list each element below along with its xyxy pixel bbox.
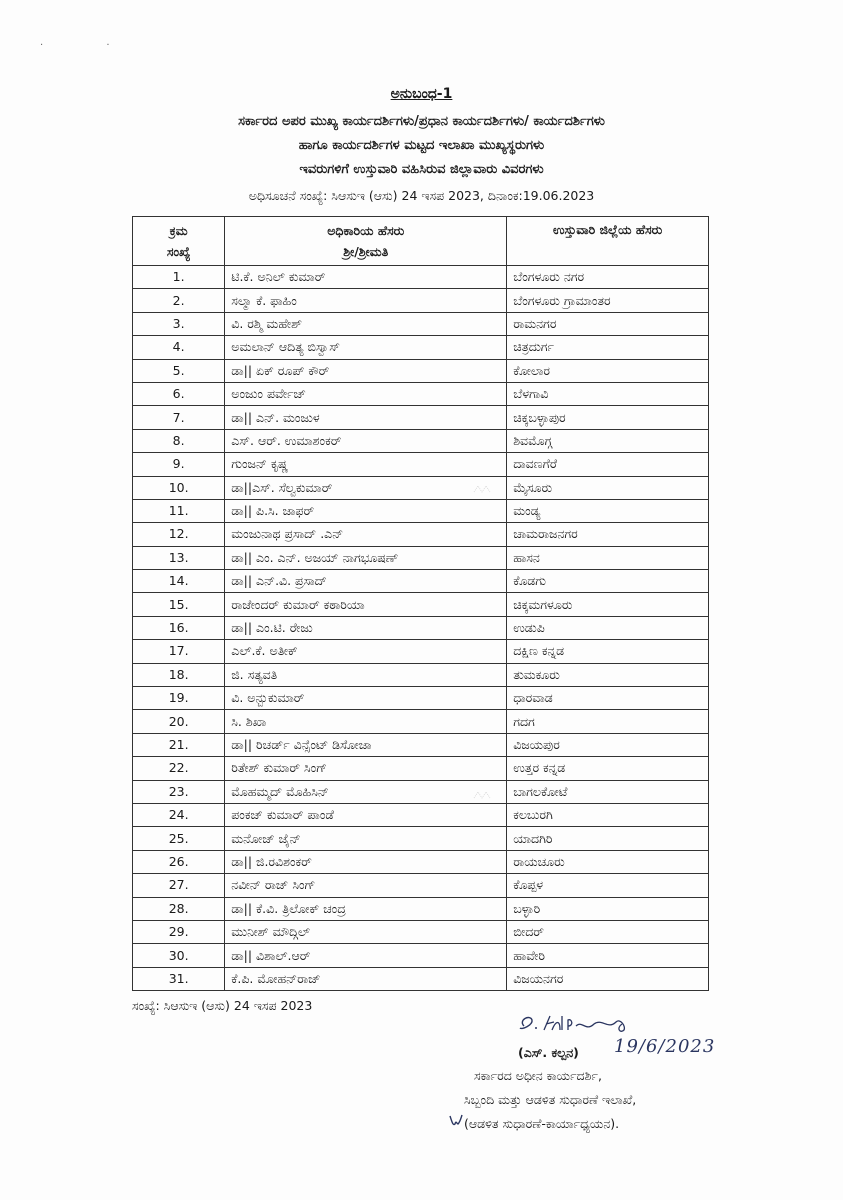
table-row [133, 710, 709, 733]
table-row [133, 593, 709, 616]
row-district-name: ದಾವಣಗೆರೆ [507, 453, 709, 476]
row-district-name: ಕೋಲಾರ [507, 359, 709, 382]
table-row [133, 382, 709, 405]
row-district-name: ಬಾಗಲಕೋಟೆ [507, 780, 709, 803]
handwritten-tick-mark [448, 1112, 464, 1128]
row-serial-number: 23. [133, 780, 225, 803]
table-row [133, 523, 709, 546]
designation-line-2: ಸಿಬ್ಬಂದಿ ಮತ್ತು ಆಡಳಿತ ಸುಧಾರಣೆ ಇಲಾಖೆ, [464, 1092, 637, 1107]
row-district-name: ಬೆಂಗಳೂರು ನಗರ [507, 266, 709, 289]
row-serial-number: 1. [133, 266, 225, 289]
row-serial-number: 21. [133, 733, 225, 756]
row-officer-name: ಡಾ|| ಕೆ.ವಿ. ತ್ರಿಲೋಕ್ ಚಂದ್ರ [225, 897, 507, 920]
header-district: ಉಸ್ತುವಾರಿ ಜಿಲ್ಲೆಯ ಹೆಸರು [507, 217, 709, 266]
table-row [133, 803, 709, 826]
row-serial-number: 11. [133, 499, 225, 522]
row-district-name: ಕೊಡಗು [507, 570, 709, 593]
row-serial-number: 3. [133, 312, 225, 335]
header-serial-line-2: ಸಂಖ್ಯೆ [166, 244, 191, 259]
row-officer-name: ಡಾ|| ಎಂ. ಎನ್. ಅಜಯ್ ನಾಗಭೂಷಣ್ [225, 546, 507, 569]
row-officer-name: ಪಂಕಜ್ ಕುಮಾರ್ ಪಾಂಡೆ [225, 803, 507, 826]
row-serial-number: 16. [133, 616, 225, 639]
row-serial-number: 10. [133, 476, 225, 499]
row-serial-number: 8. [133, 429, 225, 452]
table-header [133, 217, 709, 266]
row-serial-number: 30. [133, 944, 225, 967]
row-serial-number: 27. [133, 874, 225, 897]
header-officer-name [225, 217, 507, 266]
row-district-name: ಉತ್ತರ ಕನ್ನಡ [507, 757, 709, 780]
table-row [133, 640, 709, 663]
header-officer-line-2: ಶ್ರೀ/ಶ್ರೀಮತಿ [343, 244, 389, 259]
row-officer-name: ಸಿ. ಶಿಖಾ [225, 710, 507, 733]
row-serial-number: 20. [133, 710, 225, 733]
row-district-name: ಬೀದರ್ [507, 920, 709, 943]
row-officer-name: ಮುನೀಶ್ ಮೌದ್ಗಿಲ್ [225, 920, 507, 943]
district-in-charge-table [132, 216, 709, 991]
row-district-name: ಉಡುಪಿ [507, 616, 709, 639]
row-serial-number: 4. [133, 336, 225, 359]
row-district-name: ರಾಯಚೂರು [507, 850, 709, 873]
row-officer-name: ಡಾ|| ಏಕ್ ರೂಪ್ ಕೌರ್ [225, 359, 507, 382]
row-serial-number: 25. [133, 827, 225, 850]
row-officer-name: ಟಿ.ಕೆ. ಅನಿಲ್ ಕುಮಾರ್ [225, 266, 507, 289]
row-district-name: ಚಾಮರಾಜನಗರ [507, 523, 709, 546]
table-row [133, 499, 709, 522]
table-header-row [133, 217, 709, 266]
row-serial-number: 17. [133, 640, 225, 663]
table-row [133, 897, 709, 920]
row-officer-name: ಮನೋಜ್ ಜೈನ್ [225, 827, 507, 850]
table-row [133, 453, 709, 476]
row-serial-number: 22. [133, 757, 225, 780]
row-officer-name: ಅಂಜುಂ ಪರ್ವೇಜ್ [225, 382, 507, 405]
table-row [133, 570, 709, 593]
faint-seal-mark [472, 788, 492, 802]
row-serial-number: 9. [133, 453, 225, 476]
row-officer-name: ಡಾ|| ಪಿ.ಸಿ. ಜಾಫರ್ [225, 499, 507, 522]
row-officer-name: ಮಂಜುನಾಥ ಪ್ರಸಾದ್ .ಎನ್ [225, 523, 507, 546]
row-serial-number: 29. [133, 920, 225, 943]
row-officer-name: ಎಸ್. ಆರ್. ಉಮಾಶಂಕರ್ [225, 429, 507, 452]
row-officer-name: ಮೊಹಮ್ಮದ್ ಮೊಹಿಸಿನ್ [225, 780, 507, 803]
row-serial-number: 28. [133, 897, 225, 920]
row-officer-name: ಅಮಲಾನ್ ಆದಿತ್ಯ ಬಿಸ್ವಾಸ್ [225, 336, 507, 359]
row-district-name: ಮಂಡ್ಯ [507, 499, 709, 522]
row-district-name: ಚಿತ್ರದುರ್ಗ [507, 336, 709, 359]
row-district-name: ಮೈಸೂರು [507, 476, 709, 499]
table-row [133, 920, 709, 943]
table-row [133, 874, 709, 897]
table-row [133, 663, 709, 686]
header-serial-line-1: ಕ್ರಮ [169, 223, 188, 238]
row-officer-name: ಡಾ|| ಎನ್. ಮಂಜುಳ [225, 406, 507, 429]
row-officer-name: ಡಾ|| ಎಂ.ಟಿ. ರೇಜು [225, 616, 507, 639]
table-row [133, 476, 709, 499]
row-district-name: ಯಾದಗಿರಿ [507, 827, 709, 850]
row-district-name: ತುಮಕೂರು [507, 663, 709, 686]
row-district-name: ಧಾರವಾಡ [507, 687, 709, 710]
header-serial-number [133, 217, 225, 266]
row-serial-number: 19. [133, 687, 225, 710]
row-officer-name: ರಾಜೇಂದರ್ ಕುಮಾರ್ ಕಠಾರಿಯಾ [225, 593, 507, 616]
row-serial-number: 15. [133, 593, 225, 616]
heading-line-3: ಇವರುಗಳಿಗೆ ಉಸ್ತುವಾರಿ ವಹಿಸಿರುವ ಜಿಲ್ಲಾವಾರು ವಿವರಗಳು [299, 162, 544, 177]
row-officer-name: ಎಲ್.ಕೆ. ಅತೀಕ್ [225, 640, 507, 663]
row-district-name: ದಕ್ಷಿಣ ಕನ್ನಡ [507, 640, 709, 663]
row-officer-name: ಸಲ್ಮಾ ಕೆ. ಫಾಹಿಂ [225, 289, 507, 312]
row-district-name: ಗದಗ [507, 710, 709, 733]
reference-number: ಸಂಖ್ಯೆ: ಸಿಆಸುಇ (ಆಸು) 24 ಇಸಪ 2023 [132, 998, 313, 1013]
header-officer-line-1: ಅಧಿಕಾರಿಯ ಹೆಸರು [327, 223, 405, 238]
table-body [133, 266, 709, 991]
row-serial-number: 26. [133, 850, 225, 873]
table-row [133, 312, 709, 335]
row-officer-name: ವಿ. ಅನ್ಬುಕುಮಾರ್ [225, 687, 507, 710]
row-officer-name: ಡಾ|| ವಿಶಾಲ್.ಆರ್ [225, 944, 507, 967]
row-serial-number: 2. [133, 289, 225, 312]
row-district-name: ವಿಜಯಪುರ [507, 733, 709, 756]
row-officer-name: ಜಿ. ಸತ್ಯವತಿ [225, 663, 507, 686]
faint-seal-mark [472, 482, 492, 496]
row-district-name: ಬಳ್ಳಾರಿ [507, 897, 709, 920]
scan-specks: · · [40, 40, 140, 51]
heading-line-1: ಸರ್ಕಾರದ ಅಪರ ಮುಖ್ಯ ಕಾರ್ಯದರ್ಶಿಗಳು/ಪ್ರಧಾನ ಕಾರ್ಯದರ್ಶಿಗಳು/ ಕಾರ್ಯದರ್ಶಿಗಳು [238, 114, 605, 129]
table-row [133, 359, 709, 382]
row-serial-number: 5. [133, 359, 225, 382]
handwritten-date: 19/6/2023 [614, 1036, 716, 1057]
row-serial-number: 13. [133, 546, 225, 569]
designation-line-1: ಸರ್ಕಾರದ ಅಧೀನ ಕಾರ್ಯದರ್ಶಿ, [474, 1068, 602, 1083]
row-officer-name: ಡಾ|| ಎನ್.ವಿ. ಪ್ರಸಾದ್ [225, 570, 507, 593]
row-serial-number: 31. [133, 967, 225, 990]
row-officer-name: ವಿ. ರಶ್ಮಿ ಮಹೇಶ್ [225, 312, 507, 335]
row-district-name: ಚಿಕ್ಕಬಳ್ಳಾಪುರ [507, 406, 709, 429]
notification-number: ಅಧಿಸೂಚನೆ ಸಂಖ್ಯೆ: ಸಿಆಸುಇ (ಆಸು) 24 ಇಸಪ 2023, ದಿನಾಂಕ:19.06.2023 [248, 188, 595, 203]
row-district-name: ಕಲಬುರಗಿ [507, 803, 709, 826]
row-district-name: ಬೆಂಗಳೂರು ಗ್ರಾಮಾಂತರ [507, 289, 709, 312]
table-row [133, 266, 709, 289]
table-row [133, 780, 709, 803]
row-district-name: ಹಾಸನ [507, 546, 709, 569]
row-serial-number: 18. [133, 663, 225, 686]
row-serial-number: 24. [133, 803, 225, 826]
table-row [133, 733, 709, 756]
row-district-name: ಚಿಕ್ಕಮಗಳೂರು [507, 593, 709, 616]
table-row [133, 967, 709, 990]
row-officer-name: ಡಾ|| ಜಿ.ರವಿಶಂಕರ್ [225, 850, 507, 873]
row-officer-name: ರಿತೇಶ್ ಕುಮಾರ್ ಸಿಂಗ್ [225, 757, 507, 780]
table-row [133, 850, 709, 873]
handwritten-signature [516, 1010, 666, 1038]
row-officer-name: ಗುಂಜನ್ ಕೃಷ್ಣ [225, 453, 507, 476]
table-row [133, 429, 709, 452]
table-row [133, 289, 709, 312]
row-officer-name: ಡಾ|| ರಿಚರ್ಡ್ ವಿನ್ಸೆಂಟ್ ಡಿಸೋಜಾ [225, 733, 507, 756]
row-officer-name: ಡಾ||ಎಸ್. ಸೆಲ್ವಕುಮಾರ್ [225, 476, 507, 499]
table-row [133, 336, 709, 359]
row-district-name: ಶಿವಮೊಗ್ಗ [507, 429, 709, 452]
row-district-name: ಬೆಳಗಾವಿ [507, 382, 709, 405]
heading-line-2: ಹಾಗೂ ಕಾರ್ಯದರ್ಶಿಗಳ ಮಟ್ಟದ ಇಲಾಖಾ ಮುಖ್ಯಸ್ಥರುಗಳು [298, 138, 545, 153]
row-serial-number: 14. [133, 570, 225, 593]
row-district-name: ರಾಮನಗರ [507, 312, 709, 335]
row-serial-number: 12. [133, 523, 225, 546]
table-row [133, 616, 709, 639]
table-row [133, 546, 709, 569]
table-row [133, 827, 709, 850]
designation-line-3: (ಆಡಳಿತ ಸುಧಾರಣೆ-ಕಾರ್ಯಾಧ್ಯಯನ). [464, 1116, 620, 1131]
row-serial-number: 7. [133, 406, 225, 429]
row-officer-name: ನವೀನ್ ರಾಜ್ ಸಿಂಗ್ [225, 874, 507, 897]
signatory-name: (ಎಸ್. ಕಲ್ಪನ) [518, 1045, 579, 1060]
table-row [133, 687, 709, 710]
annex-title: ಅನುಬಂಧ-1 [390, 86, 453, 102]
table-row [133, 406, 709, 429]
row-district-name: ವಿಜಯನಗರ [507, 967, 709, 990]
row-district-name: ಕೊಪ್ಪಳ [507, 874, 709, 897]
table-row [133, 757, 709, 780]
table-row [133, 944, 709, 967]
row-district-name: ಹಾವೇರಿ [507, 944, 709, 967]
row-officer-name: ಕೆ.ಪಿ. ಮೋಹನ್‌ರಾಜ್ [225, 967, 507, 990]
row-serial-number: 6. [133, 382, 225, 405]
